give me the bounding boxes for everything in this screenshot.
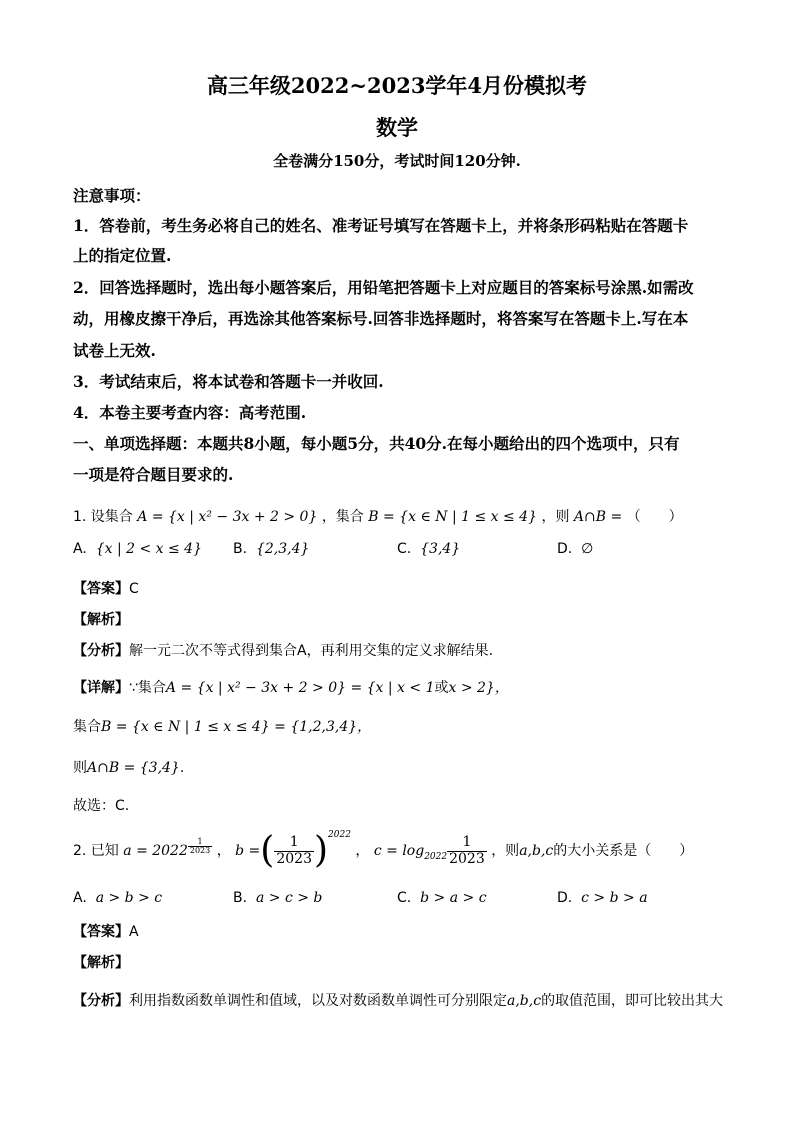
q2-tail-vars: a,b,c: [519, 843, 554, 859]
q1-option-b: [233, 541, 309, 557]
q2-b-exponent: 2022: [328, 830, 351, 840]
q2-option-b-label: B.: [233, 890, 248, 906]
section-1-line-2: 一项是符合题目要求的.: [73, 465, 234, 484]
q1-option-c-text: {3,4}: [420, 541, 461, 557]
q1-stem: [73, 506, 683, 526]
exam-title: 高三年级2022~2023学年4月份模拟考: [206, 73, 588, 98]
q2-option-c-label: C.: [397, 890, 412, 906]
q1-expr: A∩B =: [573, 509, 623, 525]
q2-fenxi: [73, 990, 723, 1010]
q2-option-d-label: D.: [557, 890, 573, 906]
q1-fenxi: [73, 640, 493, 660]
section-1-line-1: 一、单项选择题：本题共8小题，每小题5分，共40分.在每小题给出的四个选项中，只有: [73, 434, 680, 453]
q2-a-exp-num: 1: [188, 838, 212, 848]
q1-option-d-text: ∅: [581, 541, 594, 557]
q1-xj3-math: A∩B = {3,4}: [87, 760, 180, 776]
q1-xiangjie-label: 【详解】: [73, 680, 129, 696]
q2-answer: [73, 921, 139, 941]
q2-a-exponent: [188, 838, 212, 857]
q1-answer-label: 【答案】: [73, 581, 129, 597]
q2-sep-1: ，: [216, 843, 231, 859]
q1-xiangjie-1: [73, 677, 509, 697]
q1-paren: （ ）: [626, 509, 683, 525]
note-2-line-3: 试卷上无效.: [73, 341, 156, 360]
q1-set-b: B = {x ∈ N | 1 ≤ x ≤ 4}: [368, 509, 537, 525]
q1-xj1-math: A = {x | x² − 3x + 2 > 0} = {x | x < 1: [165, 680, 435, 696]
exam-info: 全卷满分150分，考试时间120分钟.: [273, 152, 521, 170]
q2-fenxi-label: 【分析】: [73, 993, 129, 1009]
q1-xj1-end: x > 2}，: [448, 680, 509, 696]
q1-xj3-end: .: [179, 760, 185, 776]
q1-xiangjie-2: [73, 716, 371, 736]
q2-a-exp-den: 2023: [189, 846, 211, 856]
q2-option-a: [73, 890, 162, 906]
q2-fenxi-post: 的取值范围，即可比较出其大: [541, 993, 724, 1009]
q2-option-b: [233, 890, 322, 906]
q2-stem: [73, 830, 693, 869]
q1-option-d-label: D.: [557, 541, 573, 557]
q2-prefix: 2. 已知: [73, 843, 119, 859]
q1-xj1-or: 或: [434, 680, 449, 696]
q2-c-den: 2023: [449, 850, 485, 867]
q2-b-den: 2023: [276, 850, 312, 867]
q1-fenxi-label: 【分析】: [73, 643, 129, 659]
q2-c-pre: c = log: [373, 843, 425, 859]
q2-jiexi: 【解析】: [73, 955, 129, 971]
q1-option-a-text: {x | 2 < x ≤ 4}: [95, 541, 202, 557]
note-2-line-1: 2．回答选择题时，选出每小题答案后，用铅笔把答题卡上对应题目的答案标号涂黑.如需改: [73, 278, 694, 297]
q1-option-c: [397, 541, 460, 557]
q1-xj3-pre: 则: [73, 760, 87, 776]
q2-c-expr: [373, 834, 487, 867]
q2-c-num: 1: [447, 835, 487, 851]
q2-option-b-text: a > c > b: [255, 890, 323, 906]
q1-then: ，则: [541, 509, 570, 525]
q2-c-frac: [447, 835, 487, 867]
exam-subject: 数学: [376, 115, 418, 140]
q1-option-b-text: {2,3,4}: [255, 541, 310, 557]
note-1-line-1: 1．答卷前，考生务必将自己的姓名、准考证号填写在答题卡上，并将条形码粘贴在答题卡: [73, 216, 689, 235]
q2-b-expr: b =( $\frac{1}{2023}$ )$^{2022}$: [235, 830, 351, 871]
q1-xj2-pre: 集合: [73, 719, 101, 735]
q1-guxuan: 故选：C.: [73, 798, 130, 814]
q2-fenxi-vars: a,b,c: [507, 993, 542, 1009]
q2-sep-2: ，: [355, 843, 370, 859]
q2-tail: 的大小关系是（ ）: [553, 843, 694, 859]
q2-options: [73, 890, 753, 910]
note-3: 3．考试结束后，将本试卷和答题卡一并收回.: [73, 372, 384, 391]
q1-xiangjie-3: [73, 757, 184, 777]
q1-option-a-label: A.: [73, 541, 87, 557]
q1-prefix: 1. 设集合: [73, 509, 133, 525]
notes-heading: 注意事项：: [73, 186, 151, 205]
q2-option-d: [557, 890, 648, 906]
q2-answer-value: A: [129, 924, 139, 940]
q1-xj1-pre: ∵集合: [129, 680, 166, 696]
q1-set-a: A = {x | x² − 3x + 2 > 0}: [137, 509, 318, 525]
q1-xj2-math: B = {x ∈ N | 1 ≤ x ≤ 4} = {1,2,3,4}，: [101, 719, 372, 735]
note-4: 4．本卷主要考查内容：高考范围.: [73, 403, 307, 422]
q1-answer-value: C: [129, 581, 139, 597]
q1-mid: ，集合: [321, 509, 364, 525]
q1-fenxi-text: 解一元二次不等式得到集合A，再利用交集的定义求解结果.: [129, 643, 494, 659]
q1-options: [73, 541, 753, 561]
note-1-line-2: 上的指定位置.: [73, 246, 172, 265]
q1-answer: [73, 578, 139, 598]
q2-option-a-label: A.: [73, 890, 87, 906]
q1-jiexi: 【解析】: [73, 612, 129, 628]
q2-tail-pre: ，则: [491, 843, 520, 859]
q2-fenxi-pre: 利用指数函数单调性和值域，以及对数函数单调性可分别限定: [129, 993, 507, 1009]
q2-option-d-text: c > b > a: [581, 890, 648, 906]
q2-b-frac: [274, 835, 314, 867]
q2-option-a-text: a > b > c: [95, 890, 163, 906]
q2-answer-label: 【答案】: [73, 924, 129, 940]
q2-a-expr: [123, 836, 212, 859]
note-2-line-2: 动，用橡皮擦干净后，再选涂其他答案标号.回答非选择题时，将答案写在答题卡上.写在本: [73, 309, 689, 328]
q2-option-c-text: b > a > c: [420, 890, 487, 906]
q2-b-pre: b =: [235, 843, 261, 859]
q1-option-b-label: B.: [233, 541, 248, 557]
q2-c-base: 2022: [424, 851, 448, 862]
q1-option-d: [557, 541, 593, 557]
q2-a-base: a = 2022: [123, 843, 188, 859]
q1-option-c-label: C.: [397, 541, 412, 557]
q1-option-a: [73, 541, 202, 557]
q2-b-num: 1: [274, 835, 314, 851]
q2-option-c: [397, 890, 487, 906]
